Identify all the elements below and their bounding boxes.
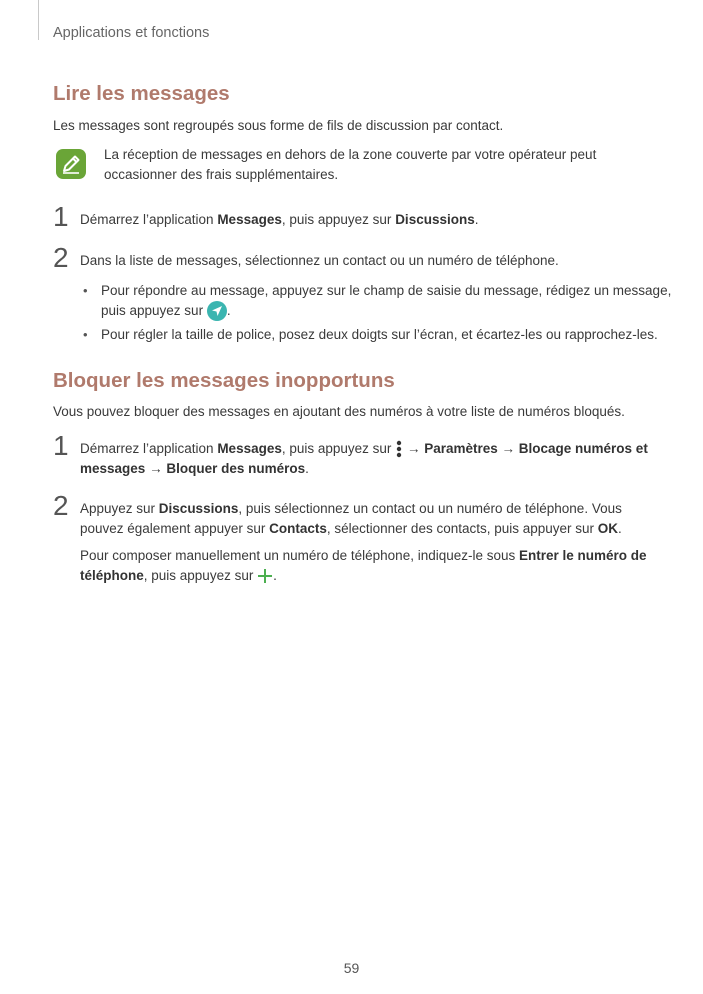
para-line2: téléphone, puis appuyez sur . (80, 568, 277, 583)
bullet-1-line2: puis appuyez sur . (101, 301, 231, 321)
note-pencil-icon (55, 148, 87, 180)
step-1-text: Démarrez l’application Messages, puis appuyez sur Discussions. (80, 212, 479, 227)
bullet-mark: • (83, 327, 88, 342)
step-number: 2 (53, 490, 69, 521)
step-1-text-line1: Démarrez l’application Messages, puis appuyez sur → Paramètres → Blocage numéros et (80, 439, 648, 459)
section-title-read-messages: Lire les messages (53, 82, 230, 105)
step-number: 1 (53, 430, 69, 461)
step-1-text-line2: messages → Bloquer des numéros. (80, 461, 309, 476)
header-divider (38, 0, 39, 40)
bullet-2-text: Pour régler la taille de police, posez deux doigts sur l’écran, et écartez-les ou rapprochez-les. (101, 327, 658, 342)
bullet-mark: • (83, 283, 88, 298)
send-icon (207, 301, 227, 321)
section-intro: Vous pouvez bloquer des messages en ajoutant des numéros à votre liste de numéros bloqués. (53, 404, 625, 419)
add-icon (257, 568, 273, 584)
step-2-text-line1: Appuyez sur Discussions, puis sélectionnez un contact ou un numéro de téléphone. Vous (80, 501, 622, 516)
step-2-text-line2: pouvez également appuyer sur Contacts, sélectionner des contacts, puis appuyer sur OK. (80, 521, 622, 536)
bullet-1-line1: Pour répondre au message, appuyez sur le champ de saisie du message, rédigez un message, (101, 283, 672, 298)
para-line1: Pour composer manuellement un numéro de téléphone, indiquez-le sous Entrer le numéro de (80, 548, 647, 563)
more-options-icon (395, 439, 403, 459)
page-number: 59 (343, 960, 360, 976)
section-intro: Les messages sont regroupés sous forme de fils de discussion par contact. (53, 118, 504, 133)
note-text-line2: occasionner des frais supplémentaires. (104, 167, 339, 182)
section-title-block-messages: Bloquer les messages inopportuns (53, 369, 395, 392)
step-number: 2 (53, 242, 69, 273)
page-header: Applications et fonctions (53, 25, 210, 41)
step-number: 1 (53, 201, 69, 232)
step-2-text: Dans la liste de messages, sélectionnez un contact ou un numéro de téléphone. (80, 253, 559, 268)
note-text-line1: La réception de messages en dehors de la zone couverte par votre opérateur peut (104, 147, 597, 162)
